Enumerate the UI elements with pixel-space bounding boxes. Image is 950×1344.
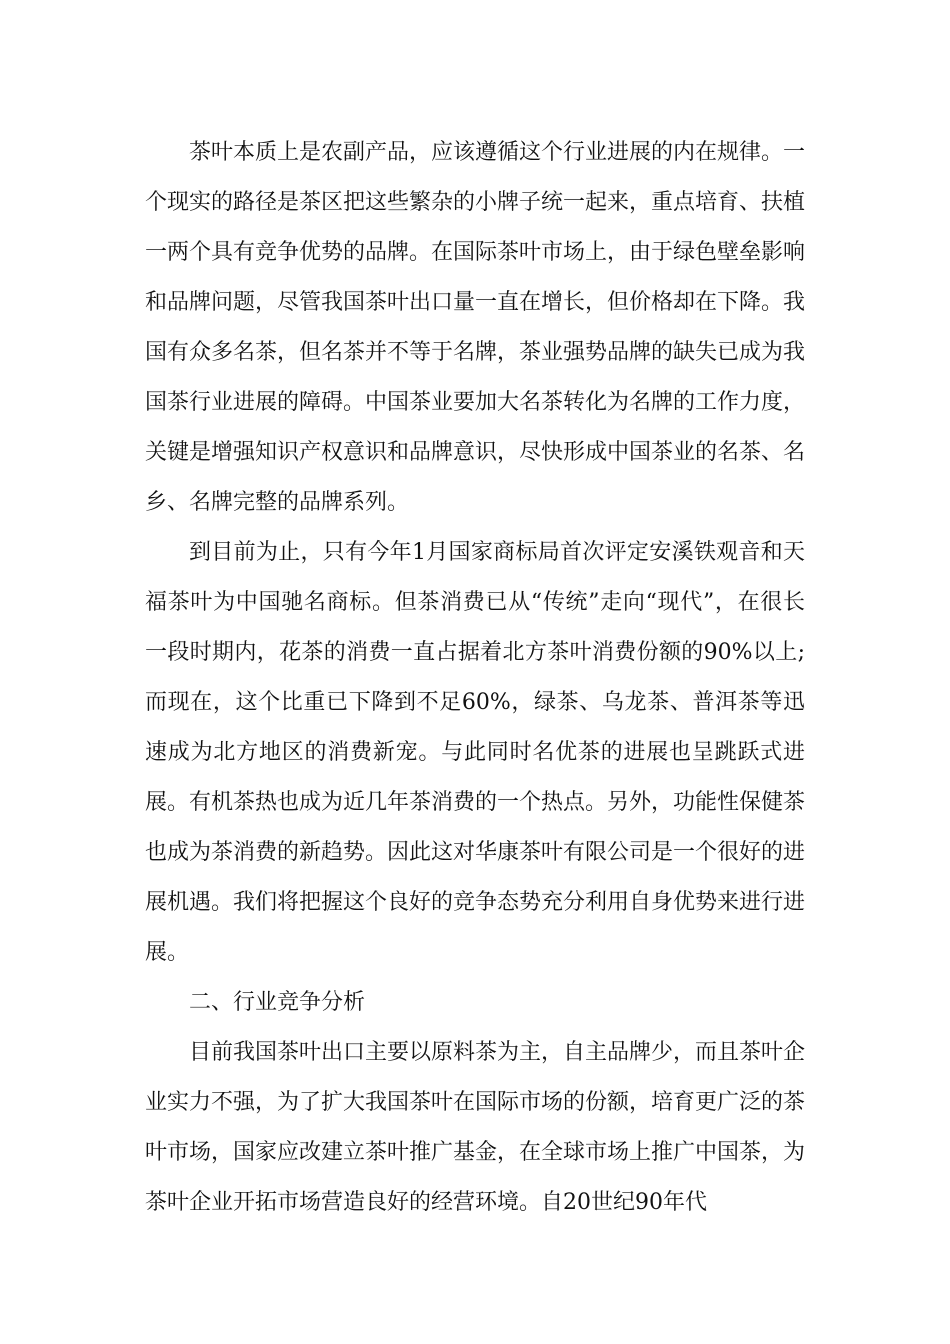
paragraph-consumption-trends: 到目前为止，只有今年1月国家商标局首次评定安溪铁观音和天福茶叶为中国驰名商标。但茶消费已从“传统”走向“现代”，在很长一段时期内，花茶的消费一直占据着北方茶叶消费份额的90%以上;而现在，这个比重已下降到不足60%，绿茶、乌龙茶、普洱茶等迅速成为北方地区的消费新宠。与此同时名优茶的进展也呈跳跃式进展。有机茶热也成为近几年茶消费的一个热点。另外，功能性保健茶也成为茶消费的新趋势。因此这对华康茶叶有限公司是一个很好的进展机遇。我们将把握这个良好的竞争态势充分利用自身优势来进行进展。 <box>145 540 806 965</box>
section-heading-competition: 二、行业竞争分析 <box>189 990 366 1015</box>
paragraph-brand-strategy: 茶叶本质上是农副产品，应该遵循这个行业进展的内在规律。一个现实的路径是茶区把这些繁杂的小牌子统一起来，重点培育、扶植一两个具有竞争优势的品牌。在国际茶叶市场上，由于绿色壁垒影响和品牌问题，尽管我国茶叶出口量一直在增长，但价格却在下降。我国有众多名茶，但名茶并不等于名牌，茶业强势品牌的缺失已成为我国茶行业进展的障碍。中国茶业要加大名茶转化为名牌的工作力度，关键是增强知识产权意识和品牌意识，尽快形成中国茶业的名茶、名乡、名牌完整的品牌系列。 <box>145 140 806 515</box>
document-body <box>145 128 805 1228</box>
paragraph-export-analysis: 目前我国茶叶出口主要以原料茶为主，自主品牌少，而且茶叶企业实力不强，为了扩大我国茶叶在国际市场的份额，培育更广泛的茶叶市场，国家应改建立茶叶推广基金，在全球市场上推广中国茶，为茶叶企业开拓市场营造良好的经营环境。自20世纪90年代 <box>145 1040 806 1215</box>
